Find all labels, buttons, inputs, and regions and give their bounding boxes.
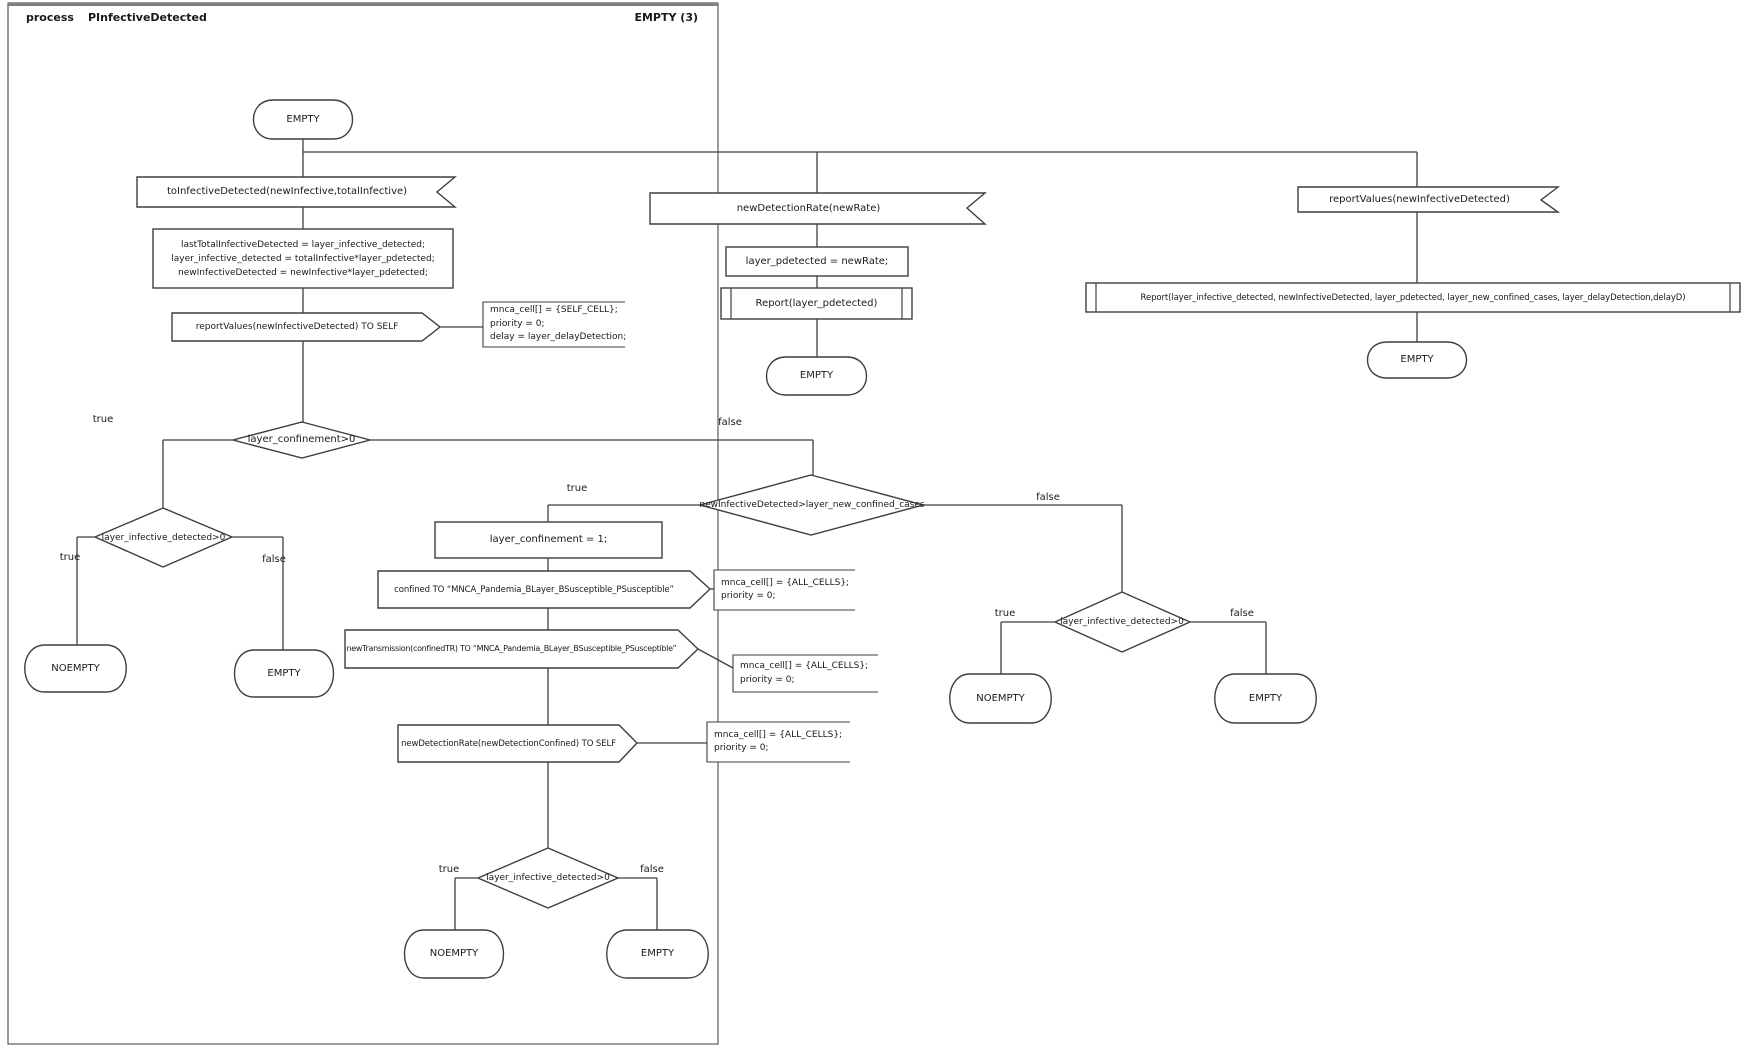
comment-all-cells-2-text: mnca_cell[] = {ALL_CELLS}; priority = 0; [740,661,869,685]
branch-false-label: false [718,416,742,428]
branch-false-label: false [1230,607,1254,619]
branch-false-label: false [1036,491,1060,503]
output-reportvalues-self-label: reportValues(newInfectiveDetected) TO SELF [195,322,399,332]
state-empty-mid-label: EMPTY [799,370,834,381]
branch-true-label: true [59,551,81,563]
comment-all-cells-1-text: mnca_cell[] = {ALL_CELLS}; priority = 0; [721,577,850,601]
task-set-confinement-label: layer_confinement = 1; [489,534,608,545]
decision-layer-confinement-label: layer_confinement>0 [247,434,356,445]
state-empty-bottom-label: EMPTY [640,948,675,959]
task-update-detected-label: lastTotalInfectiveDetected = layer_infective_detected; layer_infective_detected = totalInfective*layer_pdetected; newInfectiveDetected = newInfective*layer_pdetected; [171,239,435,278]
procedure-report-all-label: Report(layer_infective_detected, newInfectiveDetected, layer_pdetected, layer_new_confined_cases, layer_delayDetection,delayD) [1140,292,1686,303]
state-empty-left-label: EMPTY [267,667,301,679]
output-newtransmission-label: newTransmission(confinedTR) TO “MNCA_Pandemia_BLayer_BSusceptible_PSusceptible” [346,644,677,653]
state-empty-right-label: EMPTY [1248,692,1283,704]
branch-false-label: false [262,553,286,565]
input-reportvalues-label: reportValues(newInfectiveDetected) [1329,193,1510,205]
output-newdetectionrate-self-label: newDetectionRate(newDetectionConfined) TO SELF [401,738,616,749]
state-noempty-left-label: NOEMPTY [51,662,100,674]
decision-new-confined-cases-label: newInfectiveDetected>layer_new_confined_cases [699,500,925,510]
state-noempty-right-label: NOEMPTY [976,692,1025,704]
branch-true-label: true [92,413,114,425]
page-state-label: EMPTY (3) [634,11,698,24]
state-noempty-bottom-label: NOEMPTY [429,948,479,959]
decision-infective-right-label: layer_infective_detected>0 [1060,617,1184,627]
decision-infective-left-label: layer_infective_detected>0 [101,532,226,543]
branch-true-label: true [994,607,1016,619]
state-start-empty-label: EMPTY [286,114,320,125]
input-toinfectivedetected-label: toInfectiveDetected(newInfective,totalInfective) [166,186,408,197]
branch-true-label: true [566,482,588,494]
branch-true-label: true [438,863,460,875]
branch-false-label: false [640,863,664,875]
process-name: PInfectiveDetected [88,11,207,24]
procedure-report-pdetected-label: Report(layer_pdetected) [755,297,878,309]
frame-kind-label: process [26,11,74,24]
comment-all-cells-3-text: mnca_cell[] = {ALL_CELLS}; priority = 0; [714,729,843,753]
decision-infective-bottom-label: layer_infective_detected>0 [486,873,610,883]
input-newdetectionrate-label: newDetectionRate(newRate) [736,202,881,214]
state-empty-report-label: EMPTY [1400,354,1434,365]
task-set-pdetected-label: layer_pdetected = newRate; [745,255,889,267]
comment-self-cell-text: mnca_cell[] = {SELF_CELL}; priority = 0; delay = layer_delayDetection; [490,305,627,343]
output-confined-label: confined TO “MNCA_Pandemia_BLayer_BSusceptible_PSusceptible” [394,584,674,595]
